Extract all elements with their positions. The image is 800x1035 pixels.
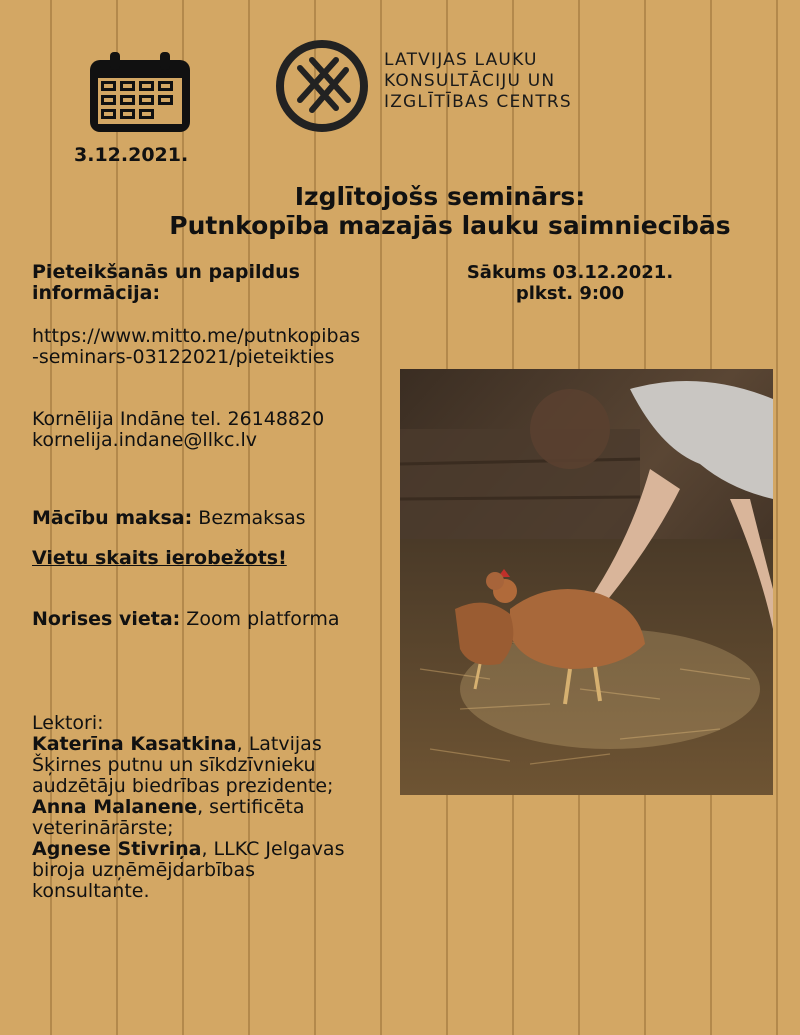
start-hour: plkst. 9:00 — [515, 283, 625, 304]
lecturer-item — [32, 797, 372, 839]
lecturer-item — [32, 839, 372, 902]
chicken-photo — [400, 369, 773, 795]
contact-info — [32, 409, 372, 451]
venue-label: Norises vieta: — [32, 608, 181, 630]
fee-info — [32, 507, 306, 529]
lecturers-section — [32, 713, 372, 902]
page-title — [20, 182, 800, 240]
lecturers-heading: Lektori: — [32, 712, 104, 734]
contact-email[interactable]: kornelija.indane@llkc.lv — [32, 429, 258, 451]
lecturer-item — [32, 734, 372, 797]
lecturer-name: Katerīna Kasatkina — [32, 733, 237, 755]
registration-link[interactable]: https://www.mitto.me/putnkopibas-seminars-03122021/pieteikties — [32, 325, 361, 368]
title-line-2: Putnkopība mazajās lauku saimniecībās — [169, 211, 731, 240]
venue-info — [32, 608, 339, 630]
organization-name — [384, 50, 572, 113]
venue-value: Zoom platforma — [186, 608, 340, 630]
org-line-3: IZGLĪTĪBAS CENTRS — [384, 92, 572, 112]
calendar-icon — [88, 52, 192, 134]
lecturer-role: , Latvijas Šķirnes putnu un sīkdzīvnieku audzētāju biedrības prezidente; — [32, 733, 334, 797]
llkc-logo — [274, 38, 370, 134]
start-date: Sākums 03.12.2021. — [466, 262, 674, 283]
lecturer-role: , sertificēta veterinārārste; — [32, 796, 305, 839]
start-time — [460, 262, 680, 304]
lecturer-role: , LLKC Jelgavas biroja uzņēmējdarbības konsultante. — [32, 838, 345, 902]
registration-heading: Pieteikšanās un papildus informācija: — [32, 261, 300, 304]
fee-label: Mācību maksa: — [32, 507, 193, 529]
title-line-1: Izglītojošs seminārs: — [294, 182, 586, 211]
lecturer-name: Agnese Stivriņa — [32, 838, 202, 860]
lecturer-name: Anna Malanene — [32, 796, 198, 818]
org-line-1: LATVIJAS LAUKU — [384, 50, 538, 70]
contact-phone: Kornēlija Indāne tel. 26148820 — [32, 408, 325, 430]
event-date: 3.12.2021. — [74, 144, 189, 166]
fee-value: Bezmaksas — [198, 507, 306, 529]
seats-notice: Vietu skaits ierobežots! — [32, 547, 287, 569]
org-line-2: KONSULTĀCIJU UN — [384, 71, 556, 91]
